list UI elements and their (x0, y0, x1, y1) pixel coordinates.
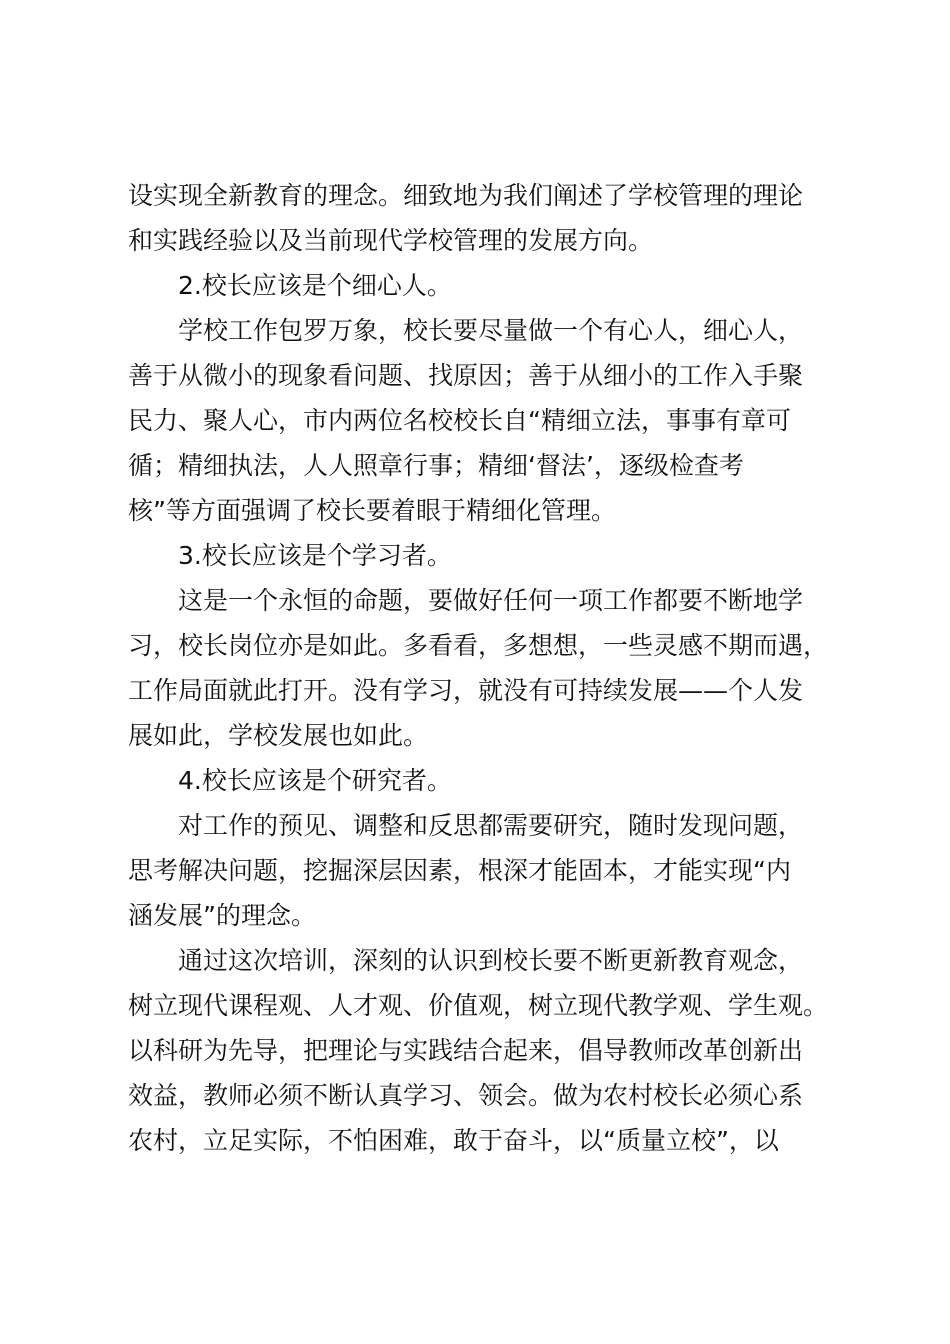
text-line: 展如此，学校发展也如此。 (128, 721, 429, 750)
text-line: 效益，教师必须不断认真学习、领会。做为农村校长必须心系 (128, 1081, 804, 1110)
document-body (128, 173, 868, 1163)
text-line: 设实现全新教育的理念。细致地为我们阐述了学校管理的理论 (128, 181, 804, 210)
text-line: 学校工作包罗万象，校长要尽量做一个有心人，细心人， (178, 316, 804, 345)
text-line: 涵发展”的理念。 (128, 901, 316, 930)
text-line: 以科研为先导，把理论与实践结合起来，倡导教师改革创新出 (128, 1036, 804, 1065)
text-line: 通过这次培训，深刻的认识到校长要不断更新教育观念， (178, 946, 804, 975)
text-line: 核”等方面强调了校长要着眼于精细化管理。 (128, 496, 616, 525)
text-line: 树立现代课程观、人才观、价值观，树立现代教学观、学生观。 (128, 991, 829, 1020)
text-line: 民力、聚人心，市内两位名校校长自“精细立法，事事有章可 (128, 406, 791, 435)
text-line: 善于从微小的现象看问题、找原因；善于从细小的工作入手聚 (128, 361, 804, 390)
text-line: 工作局面就此打开。没有学习，就没有可持续发展——个人发 (128, 676, 804, 705)
text-line: 这是一个永恒的命题，要做好任何一项工作都要不断地学 (178, 586, 804, 615)
text-line: 和实践经验以及当前现代学校管理的发展方向。 (128, 226, 654, 255)
text-line: 习，校长岗位亦是如此。多看看，多想想，一些灵感不期而遇， (128, 631, 829, 660)
section-heading: 3.校长应该是个学习者。 (178, 541, 452, 570)
text-line: 对工作的预见、调整和反思都需要研究，随时发现问题， (178, 811, 804, 840)
section-heading: 4.校长应该是个研究者。 (178, 766, 452, 795)
section-heading: 2.校长应该是个细心人。 (178, 271, 452, 300)
text-line: 农村，立足实际，不怕困难，敢于奋斗，以“质量立校”，以 (128, 1126, 779, 1155)
text-line: 循；精细执法，人人照章行事；精细‘督法’，逐级检查考 (128, 451, 744, 480)
text-line: 思考解决问题，挖掘深层因素，根深才能固本，才能实现“内 (128, 856, 791, 885)
